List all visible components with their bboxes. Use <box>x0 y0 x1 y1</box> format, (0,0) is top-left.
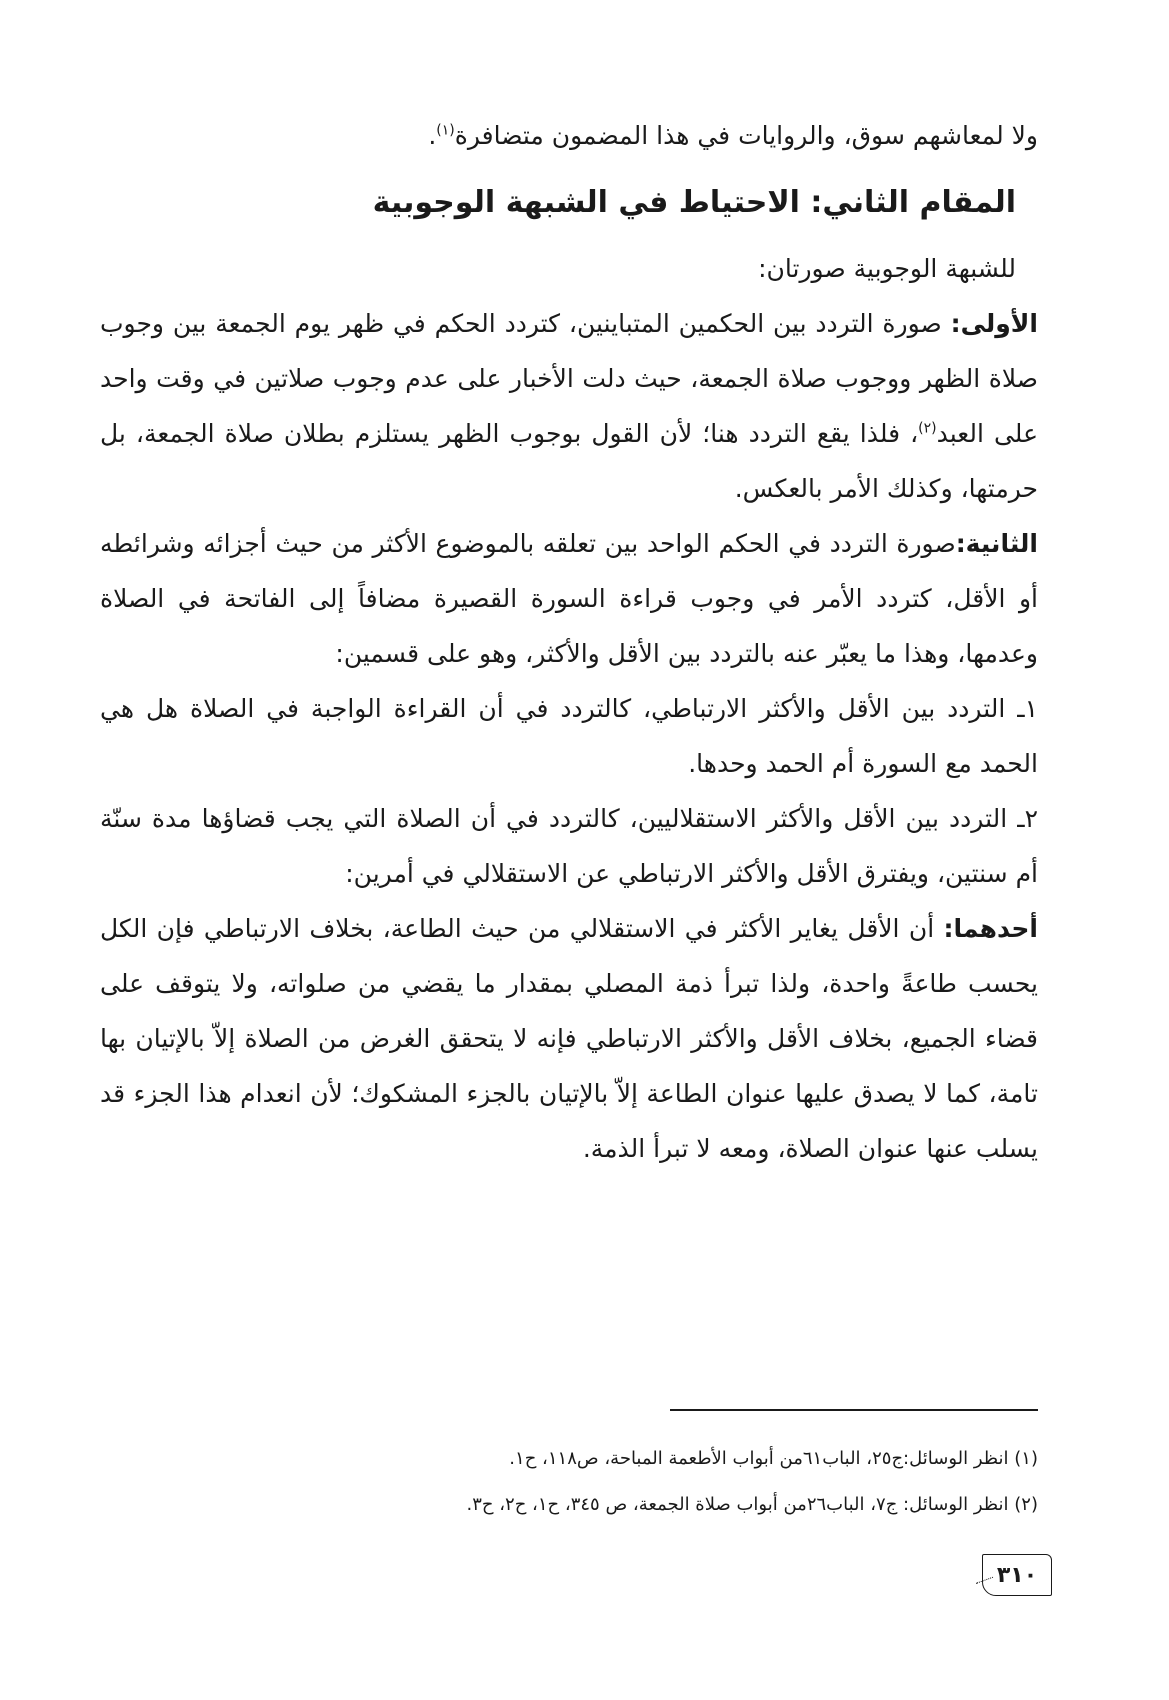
footnote-divider <box>670 1409 1038 1411</box>
main-text <box>100 108 1038 1176</box>
list-item-2: ٢ـ التردد بين الأقل والأكثر الاستقلاليين، كالتردد في أن الصلاة التي يجب قضاؤها مدة سنّة أم سنتين، ويفترق الأقل والأكثر الارتباطي عن الاستقلالي في أمرين: <box>100 804 1038 888</box>
footnotes <box>100 1436 1038 1528</box>
paragraph-first-form <box>100 296 1038 516</box>
list-item-1: ١ـ التردد بين الأقل والأكثر الارتباطي، كالتردد في أن القراءة الواجبة في الصلاة هل هي الحمد مع السورة أم الحمد وحدها. <box>100 694 1038 778</box>
first-form-text: صورة التردد بين الحكمين المتباينين، كتردد الحكم في ظهر يوم الجمعة بين وجوب صلاة الظهر ووجوب صلاة الجمعة، حيث دلت الأخبار على عدم وجوب صلاتين في وقت واحد على العبد <box>100 309 1038 448</box>
first-form-text-continued: ، فلذا يقع التردد هنا؛ لأن القول بوجوب الظهر يستلزم بطلان صلاة الجمعة، بل حرمتها، وكذلك الأمر بالعكس. <box>100 419 1038 503</box>
intro-paragraph: للشبهة الوجوبية صورتان: <box>758 254 1016 283</box>
continuation-end: . <box>428 121 437 150</box>
footnote-ref-1: (١) <box>436 122 455 139</box>
footnote-1: (١) انظر الوسائل:ج٢٥، الباب٦١من أبواب الأطعمة المباحة، ص١١٨، ح١. <box>509 1448 1038 1469</box>
first-form-label: الأولى: <box>950 309 1038 338</box>
paragraph-continuation <box>100 108 1038 163</box>
paragraph-first-of-two <box>100 901 1038 1176</box>
second-form-text: صورة التردد في الحكم الواحد بين تعلقه بالموضوع الأكثر من حيث أجزائه وشرائطه أو الأقل، كتردد الأمر في وجوب قراءة السورة القصيرة مضافاً إلى الفاتحة في الصلاة وعدمها، وهذا ما يعبّر عنه بالتردد بين الأقل والأكثر، وهو على قسمين: <box>100 529 1038 668</box>
paragraph-second-form <box>100 516 1038 681</box>
continuation-text: ولا لمعاشهم سوق، والروايات في هذا المضمون متضافرة <box>454 121 1038 150</box>
page-number: ٣١٠ <box>982 1554 1052 1596</box>
second-form-label: الثانية: <box>955 529 1038 558</box>
section-heading: المقام الثاني: الاحتياط في الشبهة الوجوبية <box>372 185 1016 220</box>
first-of-two-label: أحدهما: <box>943 914 1038 943</box>
first-of-two-text: أن الأقل يغاير الأكثر في الاستقلالي من حيث الطاعة، بخلاف الارتباطي فإن الكل يحسب طاعةً واحدة، ولذا تبرأ ذمة المصلي بمقدار ما يقضي من صلواته، ولا يتوقف على قضاء الجميع، بخلاف الأقل والأكثر الارتباطي فإنه لا يتحقق الغرض من الصلاة إلاّ بالإتيان بها تامة، كما لا يصدق عليها عنوان الطاعة إلاّ بالإتيان بالجزء المشكوك؛ لأن انعدام هذا الجزء قد يسلب عنها عنوان الصلاة، ومعه لا تبرأ الذمة. <box>100 914 1038 1163</box>
footnote-2: (٢) انظر الوسائل: ج٧، الباب٢٦من أبواب صلاة الجمعة، ص ٣٤٥، ح١، ح٢، ح٣. <box>466 1494 1038 1515</box>
footnote-ref-2: (٢) <box>918 420 937 437</box>
